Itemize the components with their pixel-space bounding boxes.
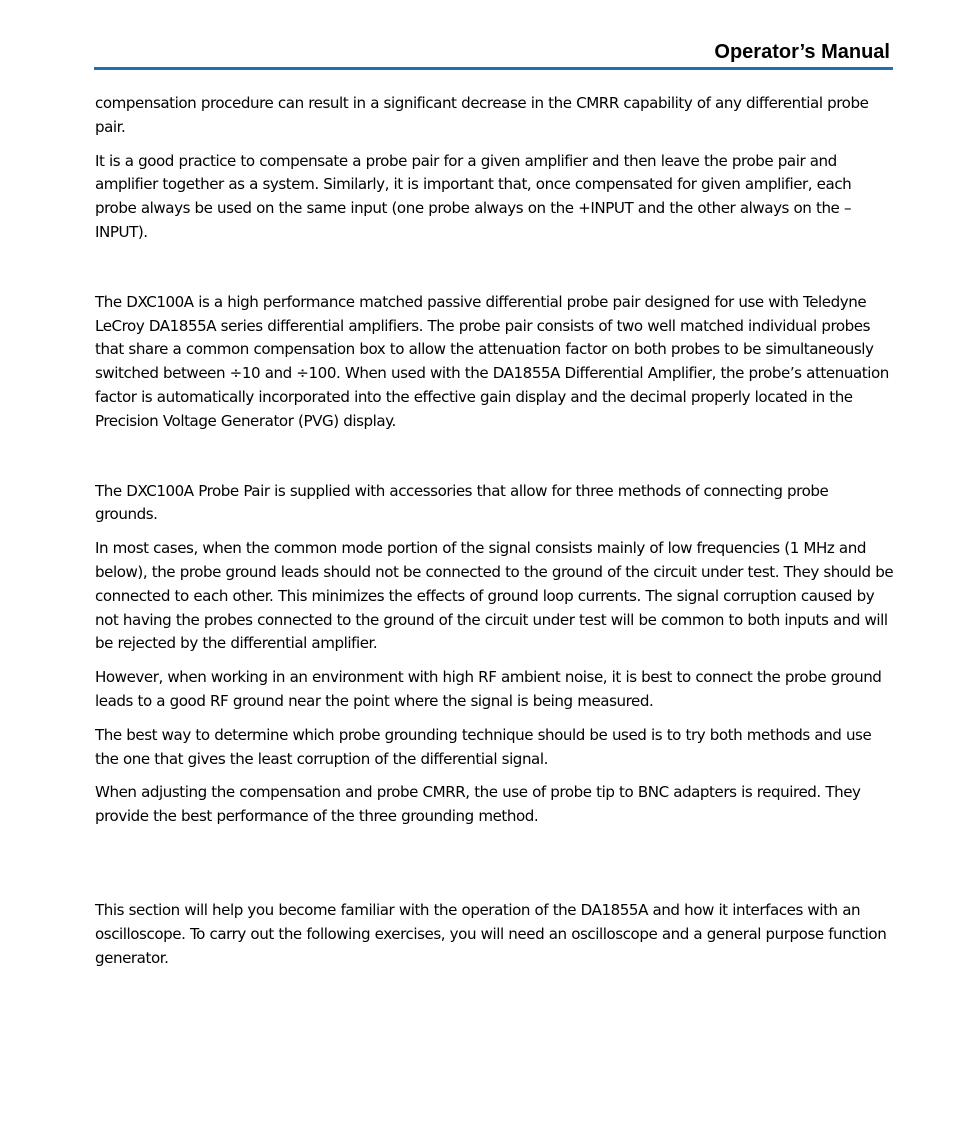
spacer xyxy=(95,656,895,666)
spacer xyxy=(95,714,895,724)
spacer xyxy=(95,527,895,537)
section-gap xyxy=(95,434,895,480)
header-rule xyxy=(94,67,893,70)
section-gap xyxy=(95,829,895,899)
paragraph-rf-noise-grounding: However, when working in an environment with high RF ambient noise, it is best to connect the probe ground leads to a good RF ground near the point where the signal is being measured. xyxy=(95,668,882,710)
paragraph-grounding-methods: The DXC100A Probe Pair is supplied with accessories that allow for three methods of connecting probe grounds. xyxy=(95,481,829,524)
paragraph-dxc100a-description: The DXC100A is a high performance matched passive differential probe pair designed for use with Teledyne LeCroy DA1855A series differential amplifiers. The probe pair consists of two well matched individual probes that share a common compensation box to allow the attenuation factor on both probes to be simultaneously switched between ÷10 and ÷100. When used with the DA1855A Differential Amplifier, the probe’s attenuation factor is automatically incorporated into the effective gain display and the decimal properly located in the Precision Voltage Generator (PVG) display. xyxy=(95,292,889,430)
paragraph-low-frequency-grounding: In most cases, when the common mode portion of the signal consists mainly of low frequencies (1 MHz and below), the probe ground leads should not be connected to the ground of the circuit under test. They should be connected to each other. This minimizes the effects of ground loop currents. The signal corruption caused by not having the probes connected to the ground of the circuit under test will be common to both inputs and will be rejected by the differential amplifier. xyxy=(95,539,894,653)
running-header-title: Operator’s Manual xyxy=(714,41,890,63)
paragraph-bnc-adapters: When adjusting the compensation and probe CMRR, the use of probe tip to BNC adapters is required. They provide the best performance of the three grounding method. xyxy=(95,783,861,826)
page-body xyxy=(95,92,895,970)
paragraph-best-technique: The best way to determine which probe grounding technique should be used is to try both methods and use the one that gives the least corruption of the differential signal. xyxy=(95,725,872,768)
spacer xyxy=(95,771,895,781)
section-gap xyxy=(95,245,895,291)
paragraph-section-intro: This section will help you become familiar with the operation of the DA1855A and how it interfaces with an oscilloscope. To carry out the following exercises, you will need an oscilloscope and a general purpose function generator. xyxy=(95,900,887,967)
paragraph-compensation-cmrr: compensation procedure can result in a significant decrease in the CMRR capability of any differential probe pair. xyxy=(95,94,869,136)
spacer xyxy=(95,140,895,150)
paragraph-compensate-system: It is a good practice to compensate a probe pair for a given amplifier and then leave the probe pair and amplifier together as a system. Similarly, it is important that, once compensated for given amplifier, each probe always be used on the same input (one probe always on the +INPUT and the other always on the –INPUT). xyxy=(95,151,852,241)
